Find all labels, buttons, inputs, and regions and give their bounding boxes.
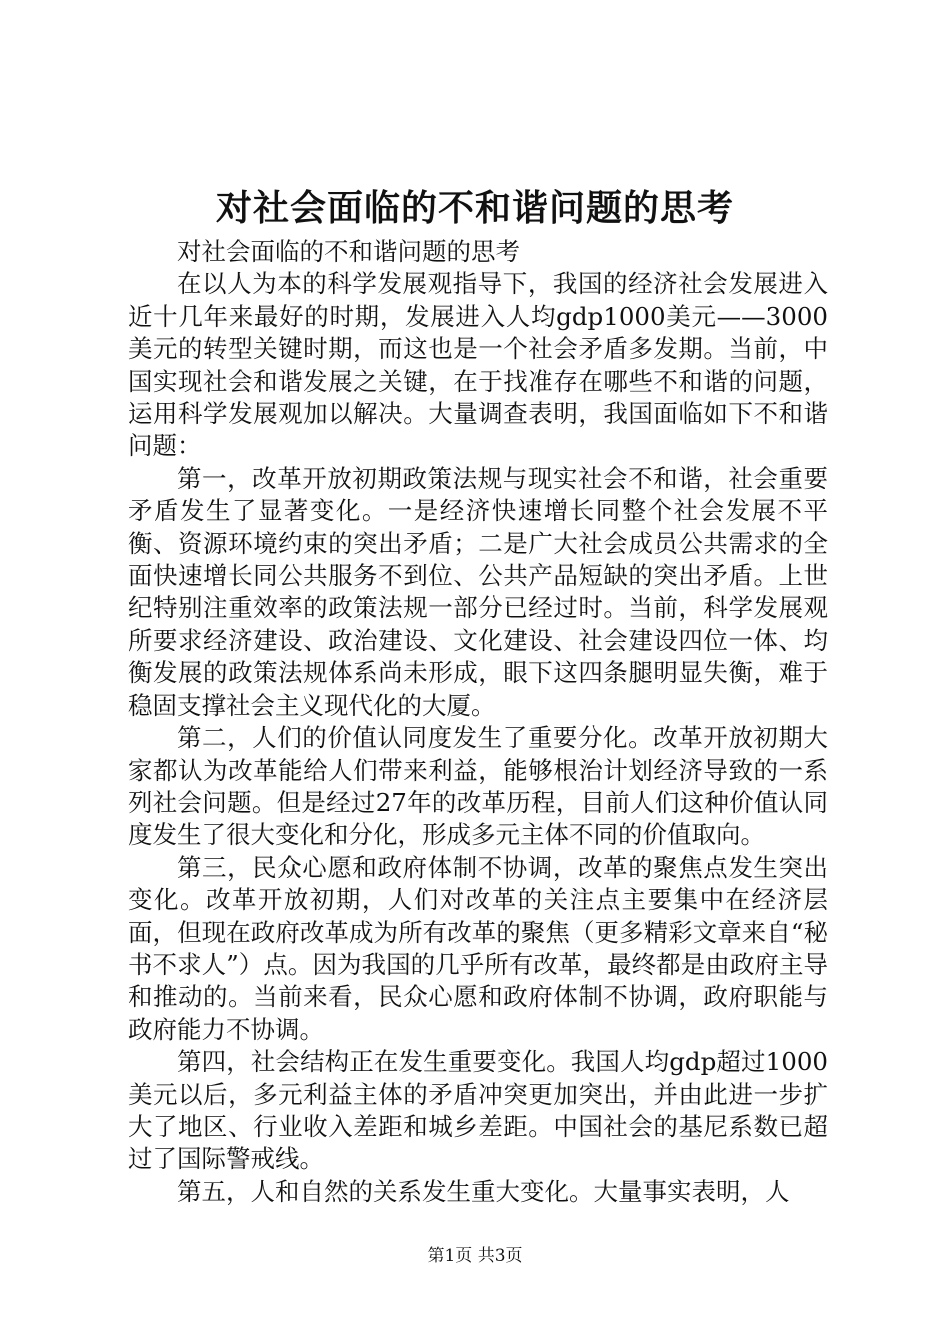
document-body [128,236,828,1208]
paragraph-fifth: 第五，人和自然的关系发生重大变化。大量事实表明，人 [177,1176,790,1206]
paragraph-first: 第一，改革开放初期政策法规与现实社会不和谐，社会重要矛盾发生了显著变化。一是经济快速增长同整个社会发展不平衡、资源环境约束的突出矛盾；二是广大社会成员公共需求的全面快速增长同公共服务不到位、公共产品短缺的突出矛盾。上世纪特别注重效率的政策法规一部分已经过时。当前，科学发展观所要求经济建设、政治建设、文化建设、社会建设四位一体、均衡发展的政策法规体系尚未形成，眼下这四条腿明显失衡，难于稳固支撑社会主义现代化的大厦。 [128,463,828,720]
paragraph-fourth: 第四，社会结构正在发生重要变化。我国人均gdp超过1000美元以后，多元利益主体的矛盾冲突更加突出，并由此进一步扩大了地区、行业收入差距和城乡差距。中国社会的基尼系数已超过了国际警戒线。 [128,1047,828,1174]
page-footer: 第1页 共3页 [427,1246,523,1266]
document-title: 对社会面临的不和谐问题的思考 [215,187,734,229]
paragraph-third: 第三，民众心愿和政府体制不协调，改革的聚焦点发生突出变化。改革开放初期，人们对改革的关注点主要集中在经济层面，但现在政府改革成为所有改革的聚焦（更多精彩文章来自“秘书不求人”）点。因为我国的几乎所有改革，最终都是由政府主导和推动的。当前来看，民众心愿和政府体制不协调，政府职能与政府能力不协调。 [128,852,828,1044]
paragraph-second: 第二，人们的价值认同度发生了重要分化。改革开放初期大家都认为改革能给人们带来利益，能够根治计划经济导致的一系列社会问题。但是经过27年的改革历程，目前人们这种价值认同度发生了很大变化和分化，形成多元主体不同的价值取向。 [128,723,828,850]
paragraph-subtitle: 对社会面临的不和谐问题的思考 [177,237,520,266]
paragraph-intro: 在以人为本的科学发展观指导下，我国的经济社会发展进入近十几年来最好的时期，发展进入人均gdp1000美元——3000美元的转型关键时期，而这也是一个社会矛盾多发期。当前，中国实现社会和谐发展之关键，在于找准存在哪些不和谐的问题，运用科学发展观加以解决。大量调查表明，我国面临如下不和谐问题： [128,269,828,461]
